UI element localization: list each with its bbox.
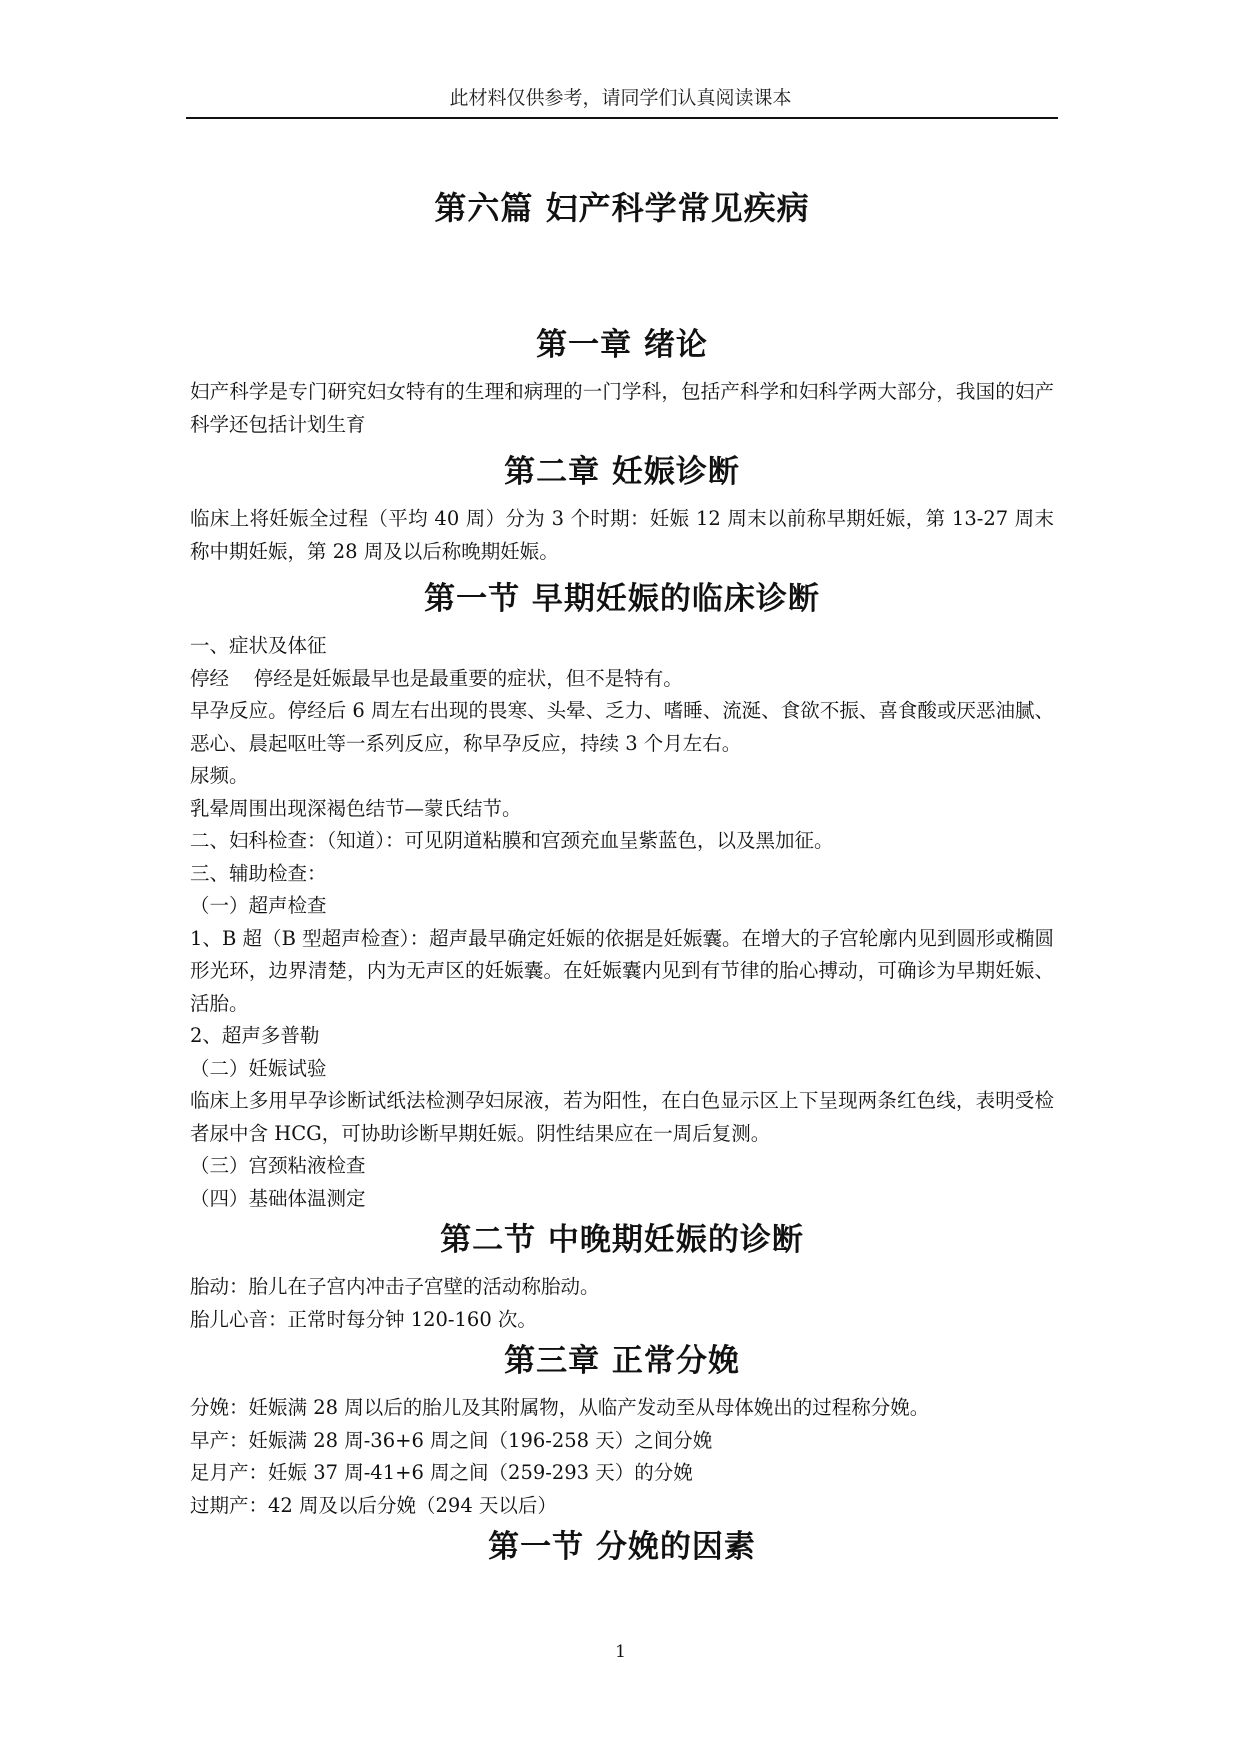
header-divider	[186, 117, 1058, 119]
chapter-2-title: 第二章 妊娠诊断	[504, 454, 740, 490]
document-body	[190, 186, 1054, 1578]
page-number: 1	[615, 1642, 626, 1662]
text-paragraph: 1、B 超（B 型超声检查）：超声最早确定妊娠的依据是妊娠囊。在增大的子宫轮廓内见到圆形或椭圆形光环，边界清楚，内为无声区的妊娠囊。在妊娠囊内见到有节律的胎心搏动，可确诊为早期妊娠、活胎。	[190, 926, 1054, 1015]
text-line: 足月产：妊娠 37 周-41+6 周之间（259-293 天）的分娩	[190, 1461, 693, 1484]
text-line: （一）超声检查	[190, 894, 327, 917]
section-2-title: 第二节 中晚期妊娠的诊断	[440, 1222, 804, 1258]
text-paragraph: 临床上多用早孕诊断试纸法检测孕妇尿液，若为阳性，在白色显示区上下呈现两条红色线，表明受检者尿中含 HCG，可协助诊断早期妊娠。阴性结果应在一周后复测。	[190, 1089, 1054, 1145]
section-2-body	[190, 1271, 1054, 1336]
text-line: 停经 停经是妊娠最早也是最重要的症状，但不是特有。	[190, 666, 683, 690]
section-1-title: 第一节 早期妊娠的临床诊断	[424, 581, 820, 617]
text-line: 二、妇科检查：（知道）：可见阴道粘膜和宫颈充血呈紫蓝色，以及黑加征。	[190, 829, 834, 852]
chapter-1-paragraph: 妇产科学是专门研究妇女特有的生理和病理的一门学科，包括产科学和妇科学两大部分，我国的妇产科学还包括计划生育	[190, 380, 1054, 436]
part-title: 第六篇 妇产科学常见疾病	[434, 189, 810, 227]
text-line: （四）基础体温测定	[190, 1186, 366, 1210]
section-1-body	[190, 630, 1054, 1215]
chapter-2-paragraph: 临床上将妊娠全过程（平均 40 周）分为 3 个时期：妊娠 12 周末以前称早期妊娠，第 13-27 周末称中期妊娠，第 28 周及以后称晚期妊娠。	[190, 507, 1054, 563]
chapter-3-body	[190, 1392, 1054, 1522]
text-line: 尿频。	[190, 764, 249, 787]
chapter-1-title: 第一章 绪论	[536, 327, 708, 363]
chapter-3-title: 第三章 正常分娩	[504, 1343, 740, 1379]
text-line: 一、症状及体征	[190, 634, 327, 657]
text-line: 早产：妊娠满 28 周-36+6 周之间（196-258 天）之间分娩	[190, 1428, 713, 1452]
text-line: 胎儿心音：正常时每分钟 120-160 次。	[190, 1307, 537, 1331]
text-line: 乳晕周围出现深褐色结节—蒙氏结节。	[190, 796, 522, 820]
text-line: 过期产：42 周及以后分娩（294 天以后）	[190, 1493, 557, 1517]
text-line: 分娩：妊娠满 28 周以后的胎儿及其附属物，从临产发动至从母体娩出的过程称分娩。	[190, 1396, 930, 1419]
section-3-title: 第一节 分娩的因素	[488, 1529, 756, 1565]
text-line: 2、超声多普勒	[190, 1024, 320, 1047]
text-paragraph: 早孕反应。停经后 6 周左右出现的畏寒、头晕、乏力、嗜睡、流涎、食欲不振、喜食酸或厌恶油腻、恶心、晨起呕吐等一系列反应，称早孕反应，持续 3 个月左右。	[190, 699, 1054, 755]
text-line: （三）宫颈粘液检查	[190, 1154, 366, 1177]
text-line: 三、辅助检查：	[190, 861, 327, 885]
page-header-note: 此材料仅供参考，请同学们认真阅读课本	[449, 87, 792, 109]
text-line: 胎动：胎儿在子宫内冲击子宫壁的活动称胎动。	[190, 1275, 600, 1298]
text-line: （二）妊娠试验	[190, 1056, 327, 1080]
